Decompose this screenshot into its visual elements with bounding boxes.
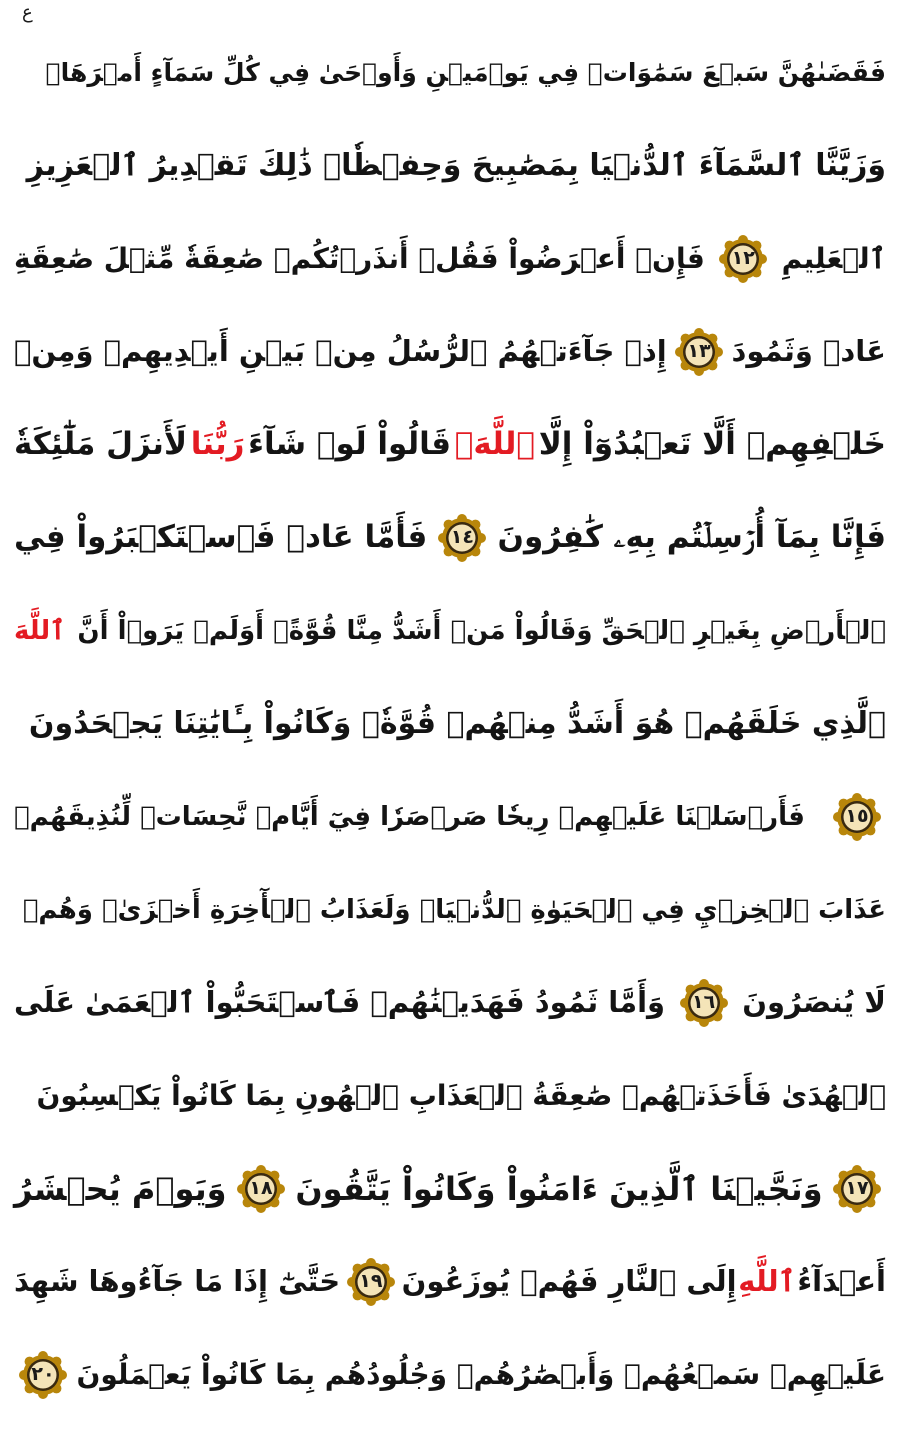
divine-name-text: ٱللَّهَ (14, 615, 66, 646)
text-line (14, 1328, 886, 1421)
divine-name-text: ٱللَّهِ (738, 1264, 796, 1298)
verse-text: خَلۡفِهِمۡ أَلَّا تَعۡبُدُوٓاْ إِلَّا (538, 426, 886, 462)
verse-text: لَأَنزَلَ مَلَٰٓئِكَةٗ (14, 426, 188, 462)
text-line (14, 491, 886, 584)
text-line (14, 119, 886, 212)
text-line (14, 770, 886, 863)
verse-text: لَا يُنصَرُونَ (742, 985, 886, 1019)
verse-text: وَزَيَّنَّا ٱلسَّمَآءَ ٱلدُّنۡيَا بِمَصَٰبِيحَ وَحِفۡظٗاۚ ذَٰلِكَ تَقۡدِيرُ ٱلۡعَزِيزِ (26, 147, 886, 183)
ayah-number: ١٤ (450, 526, 474, 548)
ayah-end-marker (346, 1257, 396, 1307)
ayah-number: ١٦ (692, 991, 716, 1013)
text-line (14, 677, 886, 770)
ayah-end-marker (674, 327, 724, 377)
verse-text: عَلَيۡهِمۡ سَمۡعُهُمۡ وَأَبۡصَٰرُهُمۡ وَجُلُودُهُم بِمَا كَانُواْ يَعۡمَلُونَ (76, 1357, 886, 1391)
verse-text: فَأَرۡسَلۡنَا عَلَيۡهِمۡ رِيحٗا صَرۡصَرٗا فِيٓ أَيَّامٖ نَّحِسَاتٖ لِّنُذِيقَهُمۡ (14, 801, 805, 832)
text-line (14, 1142, 886, 1235)
verse-text: ٱلۡعَلِيمِ (781, 241, 886, 275)
text-line (14, 212, 886, 305)
verse-text: فَإِنۡ أَعۡرَضُواْ فَقُلۡ أَنذَرۡتُكُمۡ صَٰعِقَةٗ مِّثۡلَ صَٰعِقَةِ (14, 241, 705, 275)
verse-text: فَقَضَىٰهُنَّ سَبۡعَ سَمَٰوَاتٖ فِي يَوۡمَيۡنِ وَأَوۡحَىٰ فِي كُلِّ سَمَآءٍ أَمۡرَهَاۚ (45, 58, 886, 87)
verse-text: ٱلۡهُدَىٰ فَأَخَذَتۡهُمۡ صَٰعِقَةُ ٱلۡعَذَابِ ٱلۡهُونِ بِمَا كَانُواْ يَكۡسِبُونَ (36, 1078, 886, 1112)
ayah-number: ١٨ (249, 1177, 273, 1199)
ayah-number: ١٩ (359, 1270, 383, 1292)
ruku-mark: ع (22, 2, 33, 23)
ayah-end-marker (236, 1164, 286, 1214)
ayah-end-marker (718, 234, 768, 284)
verse-text: فَإِنَّا بِمَآ أُرۡسِلۡتُم بِهِۦ كَٰفِرُونَ (497, 519, 886, 555)
verse-text: ٱلۡأَرۡضِ بِغَيۡرِ ٱلۡحَقِّ وَقَالُواْ مَنۡ أَشَدُّ مِنَّا قُوَّةًۖ أَوَلَمۡ يَرَوۡاْ أَنَّ (77, 615, 886, 646)
text-line (14, 863, 886, 956)
verse-text: ٱلَّذِي خَلَقَهُمۡ هُوَ أَشَدُّ مِنۡهُمۡ قُوَّةٗۖ وَكَانُواْ بِـَٔايَٰتِنَا يَجۡحَدُونَ (28, 705, 886, 741)
verse-text: عَذَابَ ٱلۡخِزۡيِ فِي ٱلۡحَيَوٰةِ ٱلدُّنۡيَاۖ وَلَعَذَابُ ٱلۡأٓخِرَةِ أَخۡزَىٰۖ وَهُمۡ (22, 894, 886, 925)
ayah-end-marker (18, 1350, 68, 1400)
divine-name-text: ٱللَّهَۖ (454, 426, 536, 462)
text-line (14, 1049, 886, 1142)
verse-text: وَنَجَّيۡنَا ٱلَّذِينَ ءَامَنُواْ وَكَانُواْ يَتَّقُونَ (295, 1169, 823, 1208)
ayah-number: ١٧ (845, 1177, 869, 1199)
ayah-end-marker (832, 1164, 882, 1214)
ayah-number: ١٣ (687, 340, 711, 362)
text-line (14, 1235, 886, 1328)
ayah-number: ١٥ (845, 805, 869, 827)
ayah-end-marker (832, 792, 882, 842)
text-line (14, 398, 886, 491)
verse-text: قَالُواْ لَوۡ شَآءَ (248, 426, 452, 462)
verse-text: وَيَوۡمَ يُحۡشَرُ (14, 1169, 227, 1208)
text-line (14, 305, 886, 398)
ayah-end-marker (437, 513, 487, 563)
verse-text: فَأَمَّا عَادٞ فَٱسۡتَكۡبَرُواْ فِي (14, 519, 428, 555)
text-line (14, 956, 886, 1049)
verse-text: إِذۡ جَآءَتۡهُمُ ٱلرُّسُلُ مِنۢ بَيۡنِ أَيۡدِيهِمۡ وَمِنۡ (14, 334, 667, 368)
verse-text: وَأَمَّا ثَمُودُ فَهَدَيۡنَٰهُمۡ فَٱسۡتَحَبُّواْ ٱلۡعَمَىٰ عَلَى (14, 985, 666, 1019)
verse-text: أَعۡدَآءُ (797, 1264, 886, 1298)
text-block (14, 26, 886, 1421)
text-line (14, 584, 886, 677)
ayah-end-marker (679, 978, 729, 1028)
verse-text: عَادٖ وَثَمُودَ (731, 334, 886, 368)
divine-name-text: رَبُّنَا (190, 426, 245, 462)
verse-text: إِلَى ٱلنَّارِ فَهُمۡ يُوزَعُونَ (401, 1264, 737, 1298)
ayah-number: ٢٠ (31, 1363, 55, 1385)
verse-text: حَتَّىٰٓ إِذَا مَا جَآءُوهَا شَهِدَ (14, 1264, 341, 1298)
ayah-number: ١٢ (731, 247, 755, 269)
text-line (14, 26, 886, 119)
